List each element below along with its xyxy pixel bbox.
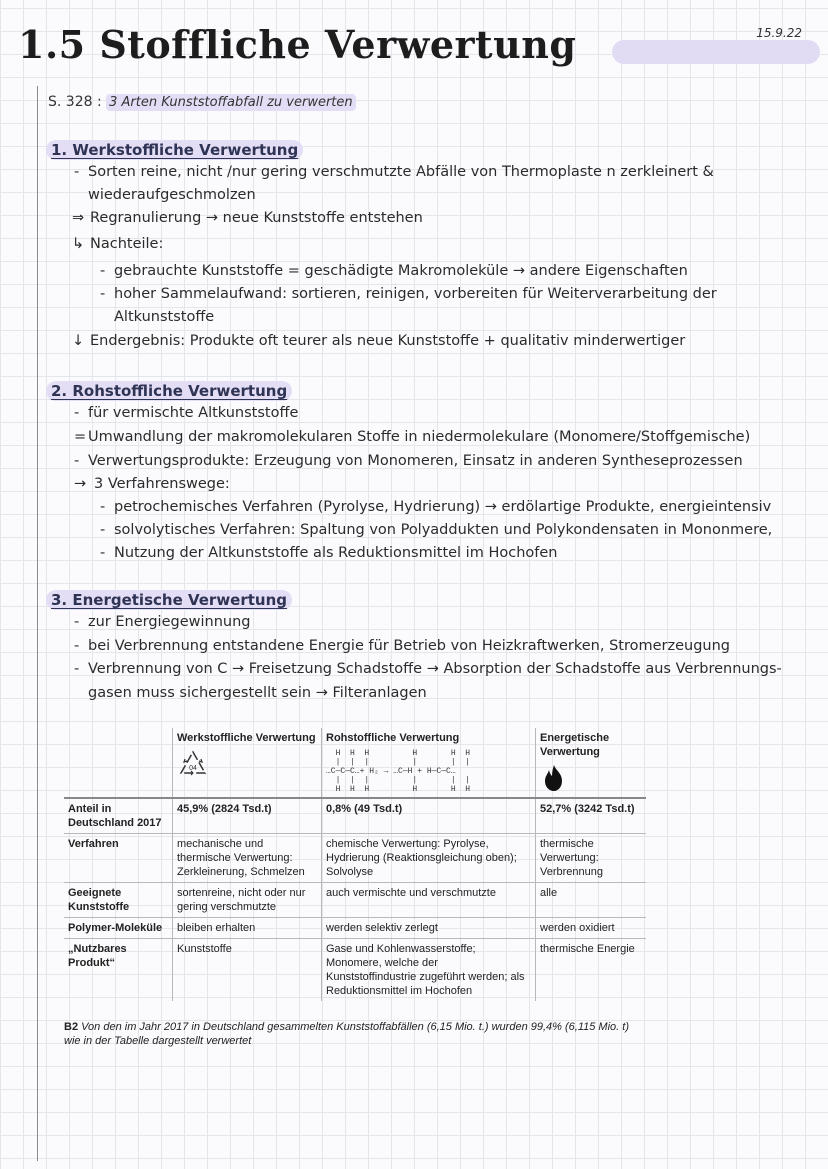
table-cell: chemische Verwertung: Pyrolyse, Hydrierung (Reaktionsgleichung oben); Solvolyse [322, 834, 536, 883]
section-heading-2: 2. Rohstoffliche Verwertung [46, 381, 292, 401]
row-label: Anteil in Deutschland 2017 [64, 798, 173, 834]
margin-line [37, 86, 38, 1161]
table-cell: auch vermischte und verschmutzte [322, 883, 536, 918]
table-cell: bleiben erhalten [173, 918, 322, 939]
table-cell: thermische Energie [536, 939, 647, 1002]
section-1-line: ↳ Nachteile: [72, 236, 164, 252]
section-2-line: - Nutzung der Altkunststoffe als Reduktionsmittel im Hochofen [100, 545, 558, 561]
table-cell: 45,9% (2824 Tsd.t) [173, 798, 322, 834]
reference-page: S. 328 : [48, 94, 102, 110]
section-3-line: - zur Energiegewinnung [74, 614, 251, 630]
section-2-line: = Umwandlung der makromolekularen Stoffe in niedermolekulare (Monomere/Stoffgemische) [74, 429, 751, 445]
row-label: „Nutzbares Produkt“ [64, 939, 173, 1002]
flame-icon [540, 763, 568, 793]
page-title: 1.5 Stoffliche Verwertung [18, 22, 577, 67]
reference-text: 3 Arten Kunststoffabfall zu verwerten [106, 94, 356, 111]
table-cell: thermische Verwertung: Verbrennung [536, 834, 647, 883]
table-cell: mechanische und thermische Verwertung: Zerkleinerung, Schmelzen [173, 834, 322, 883]
table-corner [64, 728, 173, 798]
section-2-line: → 3 Verfahrenswege: [74, 476, 230, 492]
table-cell: 52,7% (3242 Tsd.t) [536, 798, 647, 834]
svg-text:04: 04 [189, 765, 197, 772]
table-cell: Gase und Kohlenwasserstoffe; Monomere, welche der Kunststoffindustrie zugeführt werden; als Reduktionsmittel im Hochofen [322, 939, 536, 1002]
table-cell: sortenreine, nicht oder nur gering verschmutzte [173, 883, 322, 918]
table-cell: werden selektiv zerlegt [322, 918, 536, 939]
page-reference [48, 94, 356, 110]
reaction-equation: H H H H H H | | | | | | …C—C—C…+ H₂ → …C—H + H—C—C… | | | | | | H H H H H H [326, 749, 471, 794]
section-2-line: - für vermischte Altkunststoffe [74, 405, 299, 421]
table-column-header: Rohstoffliche Verwertung H H H H H H | | | | | | …C—C—C…+ H₂ → …C—H + H—C—C… | | | | | | H H H H H H [322, 728, 536, 798]
section-1-line: ⇒ Regranulierung → neue Kunststoffe entstehen [72, 210, 423, 226]
comparison-table [64, 728, 646, 1001]
title-highlight [612, 40, 820, 64]
section-2-line: - solvolytisches Verfahren: Spaltung von Polyaddukten und Polykondensaten in Mononmere, [100, 522, 773, 538]
table-cell: werden oxidiert [536, 918, 647, 939]
section-1-line: - Sorten reine, nicht /nur gering verschmutzte Abfälle von Thermoplaste n zerkleinert & [74, 164, 714, 180]
section-3-line: gasen muss sichergestellt sein → Filteranlagen [88, 685, 427, 701]
section-3-line: - Verbrennung von C → Freisetzung Schadstoffe → Absorption der Schadstoffe aus Verbrennungs- [74, 661, 782, 677]
date: 15.9.22 [756, 26, 802, 40]
section-1-line: wiederaufgeschmolzen [88, 187, 256, 203]
row-label: Geeignete Kunststoffe [64, 883, 173, 918]
table-caption: B2 Von den im Jahr 2017 in Deutschland gesammelten Kunststoffabfällen (6,15 Mio. t.) wurden 99,4% (6,115 Mio. t) wie in der Tabelle dargestellt verwertet [64, 1021, 629, 1047]
section-1-line: ↓ Endergebnis: Produkte oft teurer als neue Kunststoffe + qualitativ minderwertiger [72, 333, 686, 349]
section-heading-3: 3. Energetische Verwertung [46, 590, 292, 610]
row-label: Polymer-Moleküle [64, 918, 173, 939]
section-heading-1: 1. Werkstoffliche Verwertung [46, 140, 303, 160]
row-label: Verfahren [64, 834, 173, 883]
section-3-line: - bei Verbrennung entstandene Energie für Betrieb von Heizkraftwerken, Stromerzeugung [74, 638, 730, 654]
section-1-line: Altkunststoffe [114, 309, 215, 325]
section-2-line: - Verwertungsprodukte: Erzeugung von Monomeren, Einsatz in anderen Syntheseprozessen [74, 453, 743, 469]
section-1-line: - hoher Sammelaufwand: sortieren, reinigen, vorbereiten für Weiterverarbeitung der [100, 286, 717, 302]
recycle-icon [177, 749, 209, 779]
section-2-line: - petrochemisches Verfahren (Pyrolyse, Hydrierung) → erdölartige Produkte, energieintensiv [100, 499, 772, 515]
table-cell: 0,8% (49 Tsd.t) [322, 798, 536, 834]
section-1-line: - gebrauchte Kunststoffe = geschädigte Makromoleküle → andere Eigenschaften [100, 263, 688, 279]
table-column-header: Energetische Verwertung [536, 728, 647, 798]
table-cell: Kunststoffe [173, 939, 322, 1002]
table-column-header: Werkstoffliche Verwertung 04 [173, 728, 322, 798]
table-cell: alle [536, 883, 647, 918]
